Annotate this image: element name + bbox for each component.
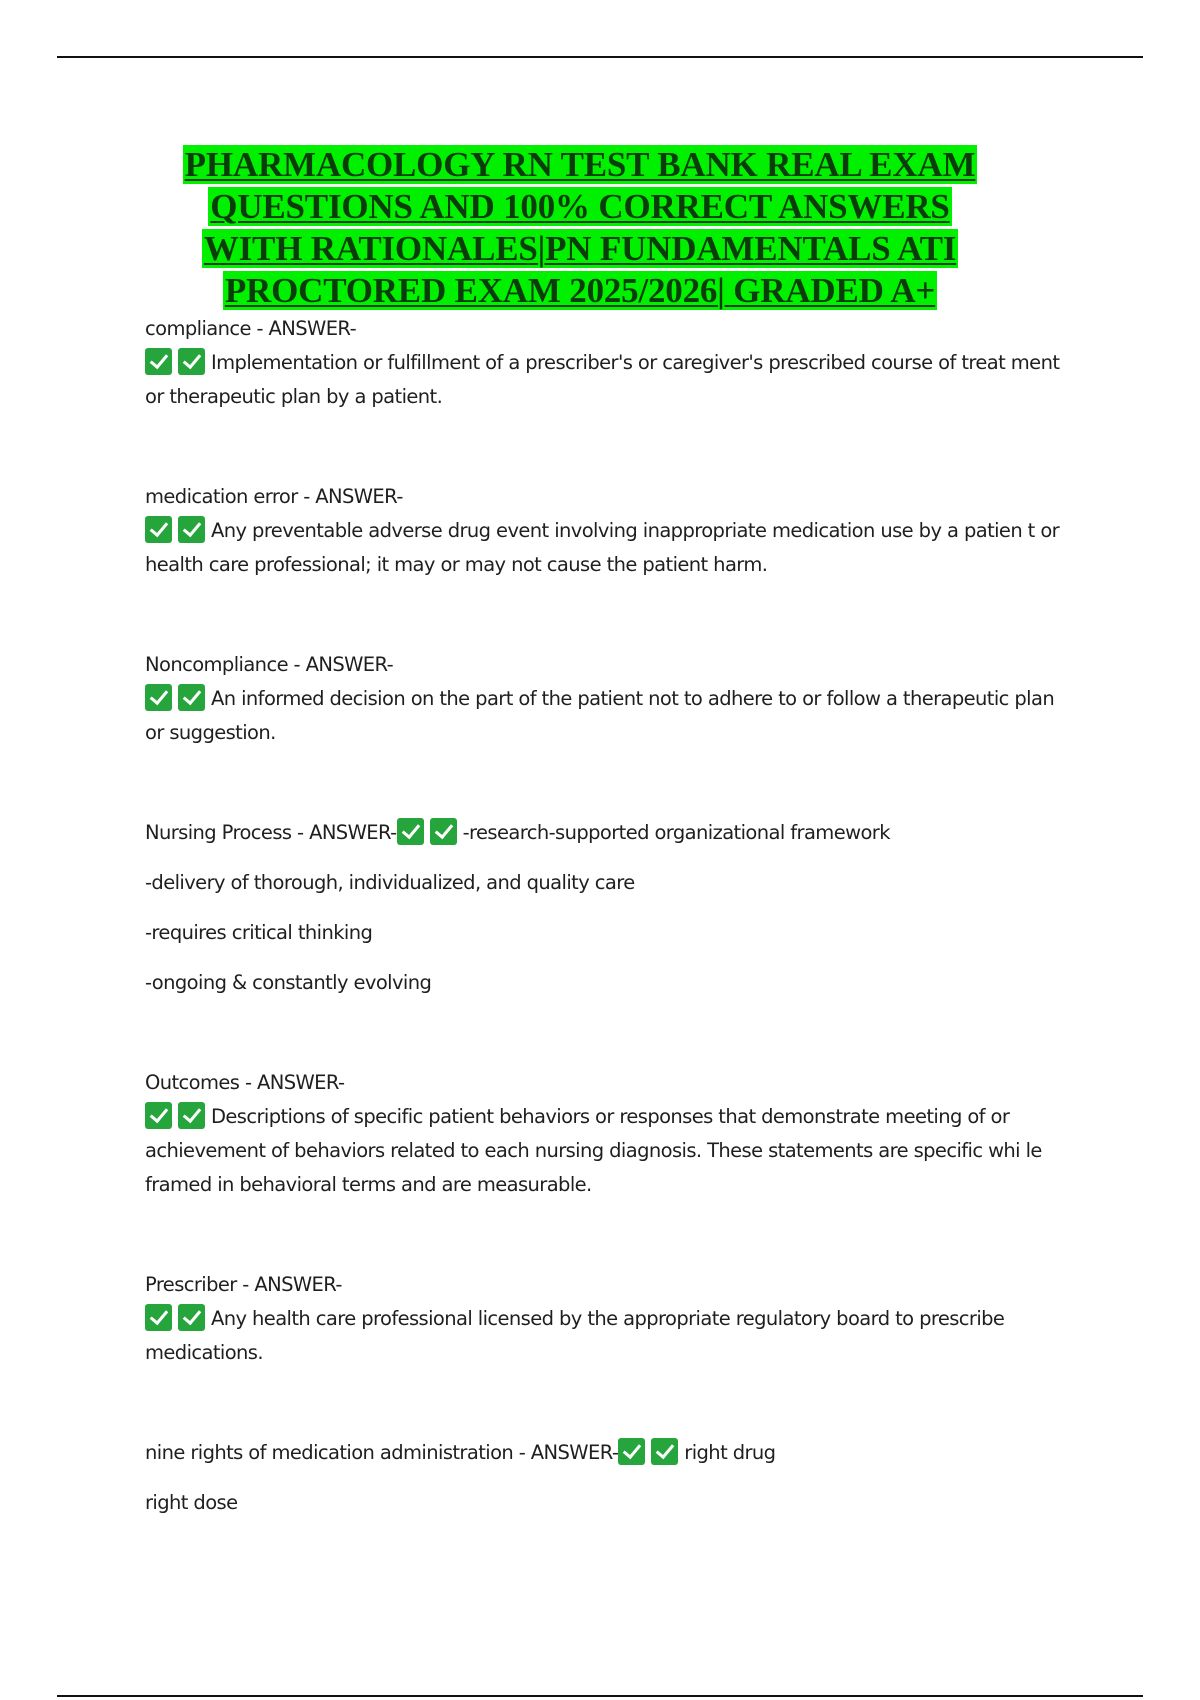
check-mark-icon (178, 348, 205, 375)
flashcard-prescriber (145, 1268, 1060, 1370)
card-definition: Any health care professional licensed by the appropriate regulatory board to prescribe medications. (145, 1307, 1005, 1364)
check-mark-icon (145, 1304, 172, 1331)
card-term: Prescriber - ANSWER- (145, 1273, 342, 1296)
card-term: nine rights of medication administration - ANSWER- (145, 1441, 619, 1464)
card-definition: An informed decision on the part of the patient not to adhere to or follow a therapeutic plan or suggestion. (145, 687, 1055, 744)
card-term: Nursing Process - ANSWER- (145, 821, 397, 844)
flashcard-nursing-process (145, 816, 1060, 1000)
card-term: medication error - ANSWER- (145, 485, 403, 508)
card-term: compliance - ANSWER- (145, 317, 357, 340)
check-mark-icon (145, 348, 172, 375)
check-mark-icon (178, 516, 205, 543)
flashcard-nine-rights (145, 1436, 1060, 1520)
title-line-1: PHARMACOLOGY RN TEST BANK REAL EXAM (184, 145, 976, 184)
check-mark-icon (397, 818, 424, 845)
flashcard-noncompliance (145, 648, 1060, 750)
card-list-item: -requires critical thinking (145, 921, 373, 944)
check-mark-icon (618, 1438, 645, 1465)
check-mark-icon (145, 516, 172, 543)
title-line-2: QUESTIONS AND 100% CORRECT ANSWERS (210, 187, 950, 226)
bottom-rule (57, 1695, 1143, 1697)
check-mark-icon (178, 684, 205, 711)
card-definition: right drug (684, 1441, 776, 1464)
card-definition: Implementation or fulfillment of a prescriber's or caregiver's prescribed course of treat ment or therapeutic plan by a patient. (145, 351, 1060, 408)
card-list-item: right dose (145, 1491, 238, 1514)
document-title (130, 144, 1030, 312)
card-term: Noncompliance - ANSWER- (145, 653, 394, 676)
check-mark-icon (178, 1102, 205, 1129)
card-definition: Descriptions of specific patient behaviors or responses that demonstrate meeting of or achievement of behaviors related to each nursing diagnosis. These statements are specific whi le framed in behavioral terms and are measurable. (145, 1105, 1042, 1196)
flashcard-compliance (145, 312, 1060, 414)
check-mark-icon (145, 1102, 172, 1129)
card-definition: -research-supported organizational framework (462, 821, 890, 844)
flashcard-medication-error (145, 480, 1060, 582)
card-list-item: -ongoing & constantly evolving (145, 971, 432, 994)
flashcard-list (145, 312, 1060, 1520)
check-mark-icon (430, 818, 457, 845)
check-mark-icon (145, 684, 172, 711)
top-rule (57, 56, 1143, 58)
card-definition: Any preventable adverse drug event involving inappropriate medication use by a patien t or health care professional; it may or may not cause the patient harm. (145, 519, 1060, 576)
card-term: Outcomes - ANSWER- (145, 1071, 345, 1094)
flashcard-outcomes (145, 1066, 1060, 1202)
card-list-item: -delivery of thorough, individualized, and quality care (145, 871, 635, 894)
check-mark-icon (651, 1438, 678, 1465)
title-line-3: WITH RATIONALES|PN FUNDAMENTALS ATI (203, 229, 957, 268)
title-line-4: PROCTORED EXAM 2025/2026| GRADED A+ (224, 271, 936, 310)
check-mark-icon (178, 1304, 205, 1331)
